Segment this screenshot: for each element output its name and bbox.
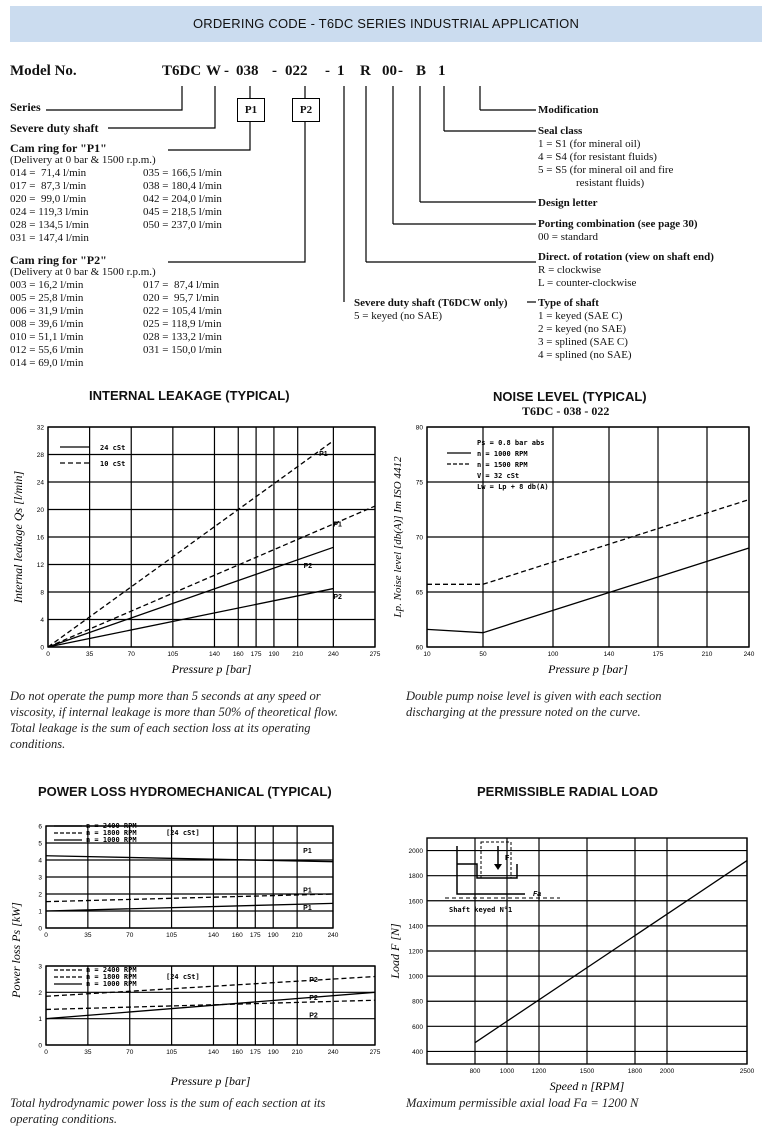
y-tick-label: 24 (36, 479, 44, 487)
cam2-row: 028 = 133,2 l/min (143, 331, 222, 343)
cam1-column-2 (143, 167, 222, 232)
cam2-row: 012 = 55,6 l/min (10, 344, 84, 356)
design-letter-label: Design letter (538, 197, 598, 209)
note-line: Double pump noise level is given with each section (406, 689, 662, 703)
cam2-row: 025 = 118,9 l/min (143, 318, 222, 330)
cam2-row: 008 = 39,6 l/min (10, 318, 84, 330)
cam2-row: 006 = 31,9 l/min (10, 305, 84, 317)
cam1-row: 050 = 237,0 l/min (143, 219, 222, 231)
cam1-row: 042 = 204,0 l/min (143, 193, 222, 205)
x-tick-label: 240 (327, 651, 339, 658)
x-tick-label: 210 (292, 651, 304, 658)
rotation-lines (538, 264, 636, 290)
x-tick-label: 275 (369, 1049, 381, 1056)
y-axis-label: Internal leakage Qs [l/min] (11, 470, 25, 604)
y-tick-label: 1200 (408, 948, 423, 956)
x-tick-label: 1200 (531, 1068, 547, 1075)
x-axis-label: Pressure p [bar] (171, 662, 252, 676)
y-tick-label: 12 (36, 562, 44, 569)
x-tick-label: 105 (166, 932, 177, 939)
legend-label: n = 1800 RPM (86, 829, 137, 837)
y-tick-label: 6 (38, 823, 42, 831)
x-tick-label: 190 (267, 932, 279, 939)
y-tick-label: 60 (415, 644, 423, 652)
x-tick-label: 800 (469, 1068, 481, 1075)
series-label: P2 (309, 976, 318, 984)
x-tick-label: 1800 (627, 1068, 643, 1075)
shaft-line: 1 = keyed (SAE C) (538, 310, 623, 322)
cam1-row: 024 = 119,3 l/min (10, 206, 89, 218)
y-tick-label: 65 (415, 589, 423, 597)
shaft-line: 2 = keyed (no SAE) (538, 323, 627, 335)
y-tick-label: 4 (38, 857, 42, 865)
annotation-label: Shaft keyed N°1 (449, 906, 513, 914)
legend-label: 24 cSt (100, 444, 126, 452)
x-tick-label: 70 (127, 651, 135, 658)
y-tick-label: 16 (36, 534, 44, 542)
cam1-row: 014 = 71,4 l/min (10, 167, 87, 179)
power-title: POWER LOSS HYDROMECHANICAL (TYPICAL) (38, 784, 332, 799)
y-tick-label: 1 (38, 1016, 42, 1024)
x-tick-label: 140 (209, 651, 220, 658)
x-tick-label: 160 (232, 651, 244, 658)
model-code-part: W (206, 63, 221, 79)
mid-shaft-title: Severe duty shaft (T6DCW only) (354, 297, 508, 309)
y-tick-label: 2 (38, 989, 42, 997)
x-tick-label: 210 (701, 651, 713, 658)
y-tick-label: 80 (415, 424, 423, 432)
chart-noise-level (385, 415, 769, 685)
severe-duty-label: Severe duty shaft (10, 121, 99, 135)
shaft-line: 4 = splined (no SAE) (538, 349, 632, 361)
note-line: discharging at the pressure noted on the curve. (406, 705, 641, 719)
legend-label: 10 cSt (100, 460, 126, 468)
y-tick-label: 0 (38, 1042, 42, 1050)
y-axis-label: Power loss Ps [kW] (9, 902, 23, 998)
x-tick-label: 70 (126, 1049, 134, 1056)
box-p1: P1 (237, 98, 265, 122)
model-code-part: - (325, 63, 330, 79)
cam1-row: 020 = 99,0 l/min (10, 193, 87, 205)
x-tick-label: 2500 (739, 1068, 755, 1075)
cam1-subtitle: (Delivery at 0 bar & 1500 r.p.m.) (10, 154, 156, 166)
series-label: P1 (303, 848, 312, 856)
chart-radial-load (385, 820, 769, 1095)
legend-label: [24 cSt] (166, 973, 200, 981)
legend-label: Ps = 0.8 bar abs (477, 439, 545, 447)
y-tick-label: 1400 (408, 923, 423, 931)
rotation-title: Direct. of rotation (view on shaft end) (538, 251, 714, 263)
x-tick-label: 190 (267, 1049, 279, 1056)
y-tick-label: 4 (40, 617, 44, 624)
noise-title: NOISE LEVEL (TYPICAL) (493, 389, 647, 404)
x-tick-label: 160 (231, 932, 243, 939)
series-label: P2 (309, 1012, 318, 1020)
cam1-row: 017 = 87,3 l/min (10, 180, 87, 192)
cam1-row: 035 = 166,5 l/min (143, 167, 222, 179)
cam1-row: 028 = 134,5 l/min (10, 219, 89, 231)
radial-note: Maximum permissible axial load Fa = 1200 N (406, 1096, 639, 1110)
y-tick-label: 20 (36, 507, 44, 514)
modification-label: Modification (538, 104, 599, 116)
legend-label: V = 32 cSt (477, 472, 520, 480)
x-axis-label: Speed n [RPM] (549, 1079, 625, 1093)
model-code-part: 00 (382, 63, 397, 79)
note-line: operating conditions. (10, 1112, 117, 1126)
annotation-label: F (505, 855, 510, 862)
x-tick-label: 160 (231, 1049, 243, 1056)
rotation-line: R = clockwise (538, 264, 602, 276)
box-p2: P2 (292, 98, 320, 122)
y-tick-label: 400 (412, 1048, 423, 1056)
x-tick-label: 0 (44, 932, 48, 939)
model-label: Model No. (10, 63, 77, 79)
x-axis-label: Pressure p [bar] (548, 662, 628, 676)
cam2-row: 031 = 150,0 l/min (143, 344, 222, 356)
model-code-part: - (272, 63, 277, 79)
shaft-type-title: Type of shaft (538, 297, 599, 309)
note-line: Total hydrodynamic power loss is the sum of each section at its (10, 1096, 326, 1110)
y-tick-label: 32 (36, 424, 44, 432)
y-tick-label: 5 (38, 840, 42, 848)
model-code-part: 1 (337, 63, 345, 79)
shaft-type-lines (538, 310, 632, 362)
x-tick-label: 175 (249, 1049, 261, 1056)
y-tick-label: 8 (40, 589, 44, 597)
model-code-part: 1 (438, 63, 446, 79)
cam2-column-1 (10, 279, 83, 370)
y-tick-label: 3 (38, 963, 42, 971)
cam1-row: 031 = 147,4 l/min (10, 232, 89, 244)
x-tick-label: 70 (126, 932, 134, 939)
cam2-column-2 (143, 279, 222, 357)
y-tick-label: 3 (38, 874, 42, 882)
x-tick-label: 240 (743, 651, 755, 658)
y-axis-label: Lp. Noise level [db(A)] Im ISO 4412 (392, 456, 404, 618)
leakage-title: INTERNAL LEAKAGE (TYPICAL) (89, 388, 290, 403)
legend-label: Lw = Lp + 8 db(A) (477, 483, 549, 491)
seal-line: 4 = S4 (for resistant fluids) (538, 151, 657, 163)
series-label: P1 (303, 905, 312, 913)
model-code-part: - (224, 63, 229, 79)
y-tick-label: 28 (36, 452, 44, 459)
model-code-part: 022 (285, 63, 308, 79)
legend-label: n = 1000 RPM (477, 450, 528, 458)
y-tick-label: 70 (415, 534, 423, 542)
x-tick-label: 210 (291, 932, 303, 939)
cam1-row: 038 = 180,4 l/min (143, 180, 222, 192)
x-tick-label: 190 (268, 651, 280, 658)
y-tick-label: 1600 (408, 898, 423, 906)
x-tick-label: 240 (327, 1049, 339, 1056)
leakage-note (10, 688, 338, 752)
legend-label: n = 1800 RPM (86, 973, 137, 981)
power-note (10, 1095, 325, 1127)
porting-title: Porting combination (see page 30) (538, 218, 698, 230)
x-tick-label: 105 (166, 1049, 178, 1056)
series-label: P2 (309, 995, 318, 1003)
seal-title: Seal class (538, 125, 583, 137)
note-line: Total leakage is the sum of each section loss at its operating (10, 721, 311, 735)
y-tick-label: 2 (38, 891, 42, 899)
y-tick-label: 800 (412, 998, 423, 1006)
series-label: P2 (333, 593, 342, 601)
chart-power-loss-top (0, 820, 385, 950)
legend-label: n = 1000 RPM (86, 980, 137, 988)
x-tick-label: 2000 (659, 1068, 675, 1075)
cam2-row: 020 = 95,7 l/min (143, 292, 220, 304)
shaft-line: 3 = splined (SAE C) (538, 336, 628, 348)
model-code-part: T6DC (162, 63, 202, 79)
x-tick-label: 140 (208, 1049, 219, 1056)
x-tick-label: 100 (547, 651, 559, 658)
x-tick-label: 140 (207, 932, 219, 939)
annotation-label: Fa (533, 891, 542, 898)
legend-label: n = 2400 RPM (86, 966, 137, 974)
cam2-row: 014 = 69,0 l/min (10, 357, 84, 369)
series-label: P1 (333, 521, 342, 529)
noise-subtitle: T6DC - 038 - 022 (522, 404, 610, 418)
noise-note (406, 688, 662, 720)
y-tick-label: 1000 (408, 973, 423, 981)
series-label: Series (10, 100, 41, 114)
series-label: P1 (319, 450, 328, 458)
legend-label: n = 1500 RPM (477, 461, 528, 469)
legend-label: [24 cSt] (166, 829, 200, 837)
seal-line: 5 = S5 (for mineral oil and fire (538, 164, 674, 176)
seal-lines (538, 138, 673, 190)
model-code-part: B (416, 63, 427, 79)
model-code-part: 038 (236, 63, 259, 79)
cam2-row: 003 = 16,2 l/min (10, 279, 84, 291)
y-tick-label: 0 (40, 644, 44, 652)
y-tick-label: 75 (415, 479, 423, 487)
legend-label: n = 2400 RPM (86, 822, 137, 830)
x-axis-label: Pressure p [bar] (170, 1074, 251, 1088)
x-tick-label: 35 (84, 1049, 92, 1056)
x-tick-label: 0 (46, 651, 50, 658)
x-tick-label: 240 (327, 932, 339, 939)
x-tick-label: 175 (249, 932, 261, 939)
x-tick-label: 1500 (579, 1068, 595, 1075)
model-code-part: R (360, 63, 371, 79)
seal-line: 1 = S1 (for mineral oil) (538, 138, 641, 150)
radial-title: PERMISSIBLE RADIAL LOAD (477, 784, 659, 799)
x-tick-label: 50 (479, 651, 487, 658)
model-code-part: - (398, 63, 403, 79)
ordering-connectors (0, 0, 769, 400)
seal-line: resistant fluids) (576, 177, 645, 189)
x-tick-label: 1000 (499, 1068, 515, 1075)
cam2-row: 022 = 105,4 l/min (143, 305, 222, 317)
x-tick-label: 10 (423, 651, 431, 658)
legend-label: n = 1000 RPM (86, 836, 137, 844)
x-tick-label: 275 (369, 651, 381, 658)
series-label: P2 (303, 562, 313, 570)
note-line: viscosity, if internal leakage is more than 50% of theoretical flow. (10, 705, 338, 719)
y-tick-label: 1800 (408, 873, 423, 881)
x-tick-label: 105 (167, 651, 179, 658)
page-title: ORDERING CODE - T6DC SERIES INDUSTRIAL APPLICATION (192, 16, 580, 31)
x-tick-label: 210 (291, 1049, 303, 1056)
porting-line: 00 = standard (538, 231, 598, 243)
cam2-row: 017 = 87,4 l/min (143, 279, 220, 291)
y-tick-label: 1 (38, 908, 42, 916)
rotation-line: L = counter-clockwise (538, 277, 637, 289)
note-line: Do not operate the pump more than 5 seconds at any speed or (10, 689, 321, 703)
x-tick-label: 35 (84, 932, 92, 939)
mid-shaft-line: 5 = keyed (no SAE) (354, 310, 443, 322)
chart-internal-leakage (0, 415, 385, 685)
x-tick-label: 0 (44, 1049, 48, 1056)
cam1-column-1 (10, 167, 89, 245)
cam2-subtitle: (Delivery at 0 bar & 1500 r.p.m.) (10, 266, 156, 278)
cam2-row: 010 = 51,1 l/min (10, 331, 84, 343)
cam1-row: 045 = 218,5 l/min (143, 206, 222, 218)
y-tick-label: 0 (38, 925, 42, 933)
cam2-title: Cam ring for "P2" (10, 253, 107, 267)
cam1-title: Cam ring for "P1" (10, 141, 107, 155)
x-tick-label: 35 (86, 651, 94, 658)
note-line: conditions. (10, 737, 66, 751)
x-tick-label: 140 (603, 651, 615, 658)
cam2-row: 005 = 25,8 l/min (10, 292, 84, 304)
series-label: P1 (303, 887, 312, 895)
y-tick-label: 600 (412, 1023, 423, 1031)
y-axis-label: Load F [N] (388, 923, 402, 979)
y-tick-label: 2000 (408, 848, 423, 856)
x-tick-label: 175 (652, 651, 664, 658)
x-tick-label: 175 (250, 651, 262, 658)
